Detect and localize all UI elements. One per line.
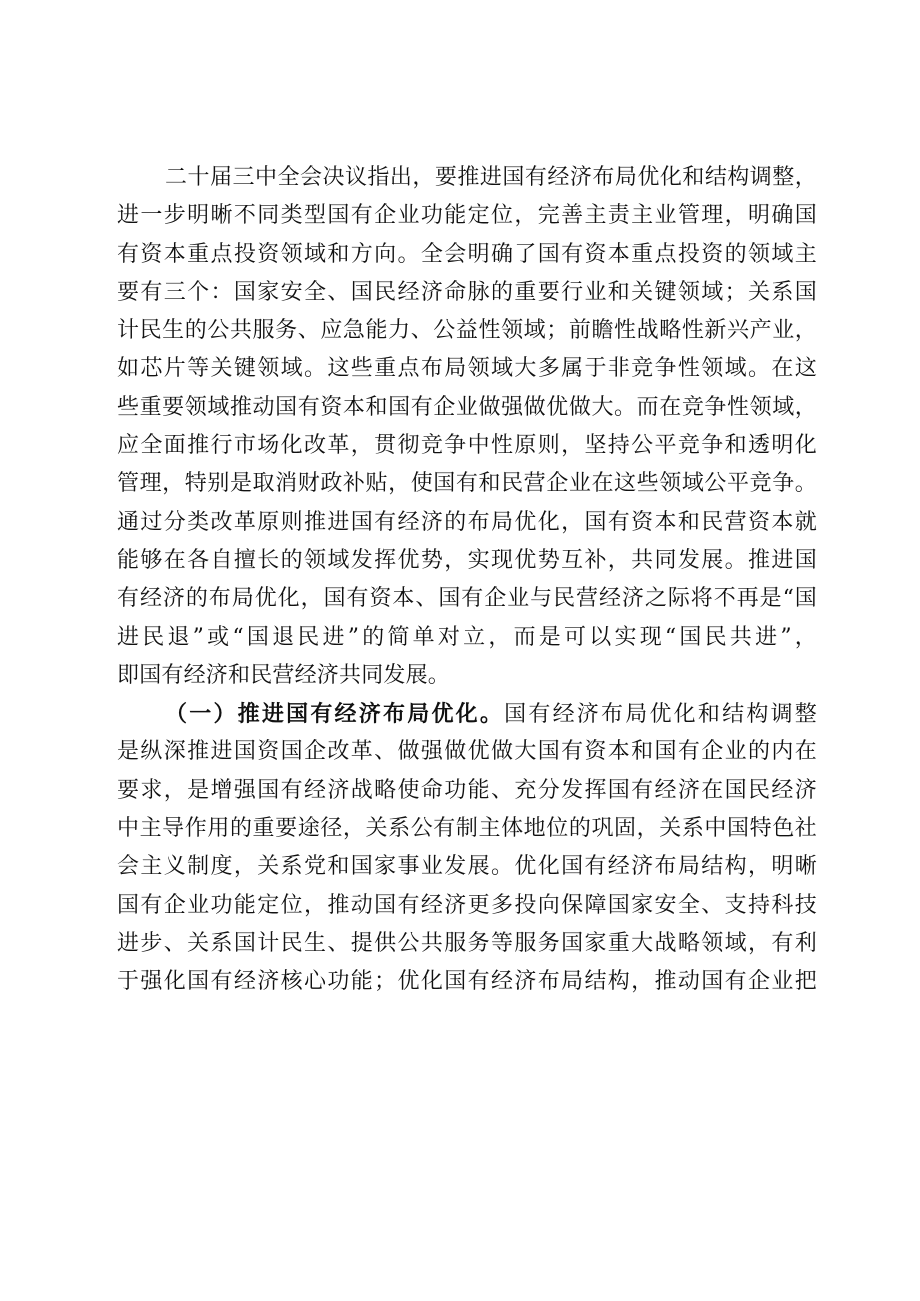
paragraph-2 bbox=[117, 695, 817, 1001]
text-line: 管理，特别是取消财政补贴，使国有和民营企业在这些领域公平竞争。 bbox=[117, 471, 817, 497]
text-line: 要求，是增强国有经济战略使命功能、充分发挥国有经济在国民经济 bbox=[117, 777, 817, 803]
text-line: 应全面推行市场化改革，贯彻竞争中性原则，坚持公平竞争和透明化 bbox=[117, 433, 817, 459]
text-line: 计民生的公共服务、应急能力、公益性领域；前瞻性战略性新兴产业， bbox=[117, 318, 817, 344]
text-line: 有资本重点投资领域和方向。全会明确了国有资本重点投资的领域主 bbox=[117, 241, 817, 267]
text-line: 于强化国有经济核心功能；优化国有经济布局结构，推动国有企业把 bbox=[117, 969, 817, 995]
text-line: 进一步明晰不同类型国有企业功能定位，完善主责主业管理，明确国 bbox=[117, 203, 817, 229]
section-heading: （一）推进国有经济布局优化。 bbox=[165, 701, 505, 728]
text-line: 要有三个：国家安全、国民经济命脉的重要行业和关键领域；关系国 bbox=[117, 279, 817, 305]
text-line: 二十届三中全会决议指出，要推进国有经济布局优化和结构调整， bbox=[165, 165, 817, 190]
text-line: 是纵深推进国资国企改革、做强做优做大国有资本和国有企业的内在 bbox=[117, 739, 817, 765]
text-run: 国有经济布局优化和结构调整 bbox=[504, 702, 817, 728]
text-line: 能够在各自擅长的领域发挥优势，实现优势互补，共同发展。推进国 bbox=[117, 547, 817, 573]
document-body bbox=[117, 159, 817, 1002]
text-line: 进民退”或“国退民进”的简单对立，而是可以实现“国民共进”， bbox=[117, 624, 817, 650]
text-line: 国有企业功能定位，推动国有经济更多投向保障国家安全、支持科技 bbox=[117, 892, 817, 918]
text-line: 即国有经济和民营经济共同发展。 bbox=[117, 662, 451, 688]
text-line: 如芯片等关键领域。这些重点布局领域大多属于非竞争性领域。在这 bbox=[117, 356, 817, 382]
text-line: 通过分类改革原则推进国有经济的布局优化，国有资本和民营资本就 bbox=[117, 509, 817, 535]
text-line: 中主导作用的重要途径，关系公有制主体地位的巩固，关系中国特色社 bbox=[117, 816, 817, 842]
paragraph-1 bbox=[117, 159, 817, 695]
text-line: 有经济的布局优化，国有资本、国有企业与民营经济之际将不再是“国 bbox=[117, 586, 817, 612]
text-line: 些重要领域推动国有资本和国有企业做强做优做大。而在竞争性领域， bbox=[117, 394, 817, 420]
text-line bbox=[117, 695, 817, 733]
text-line: 进步、关系国计民生、提供公共服务等服务国家重大战略领域，有利 bbox=[117, 930, 817, 956]
text-line: 会主义制度，关系党和国家事业发展。优化国有经济布局结构，明晰 bbox=[117, 854, 817, 880]
